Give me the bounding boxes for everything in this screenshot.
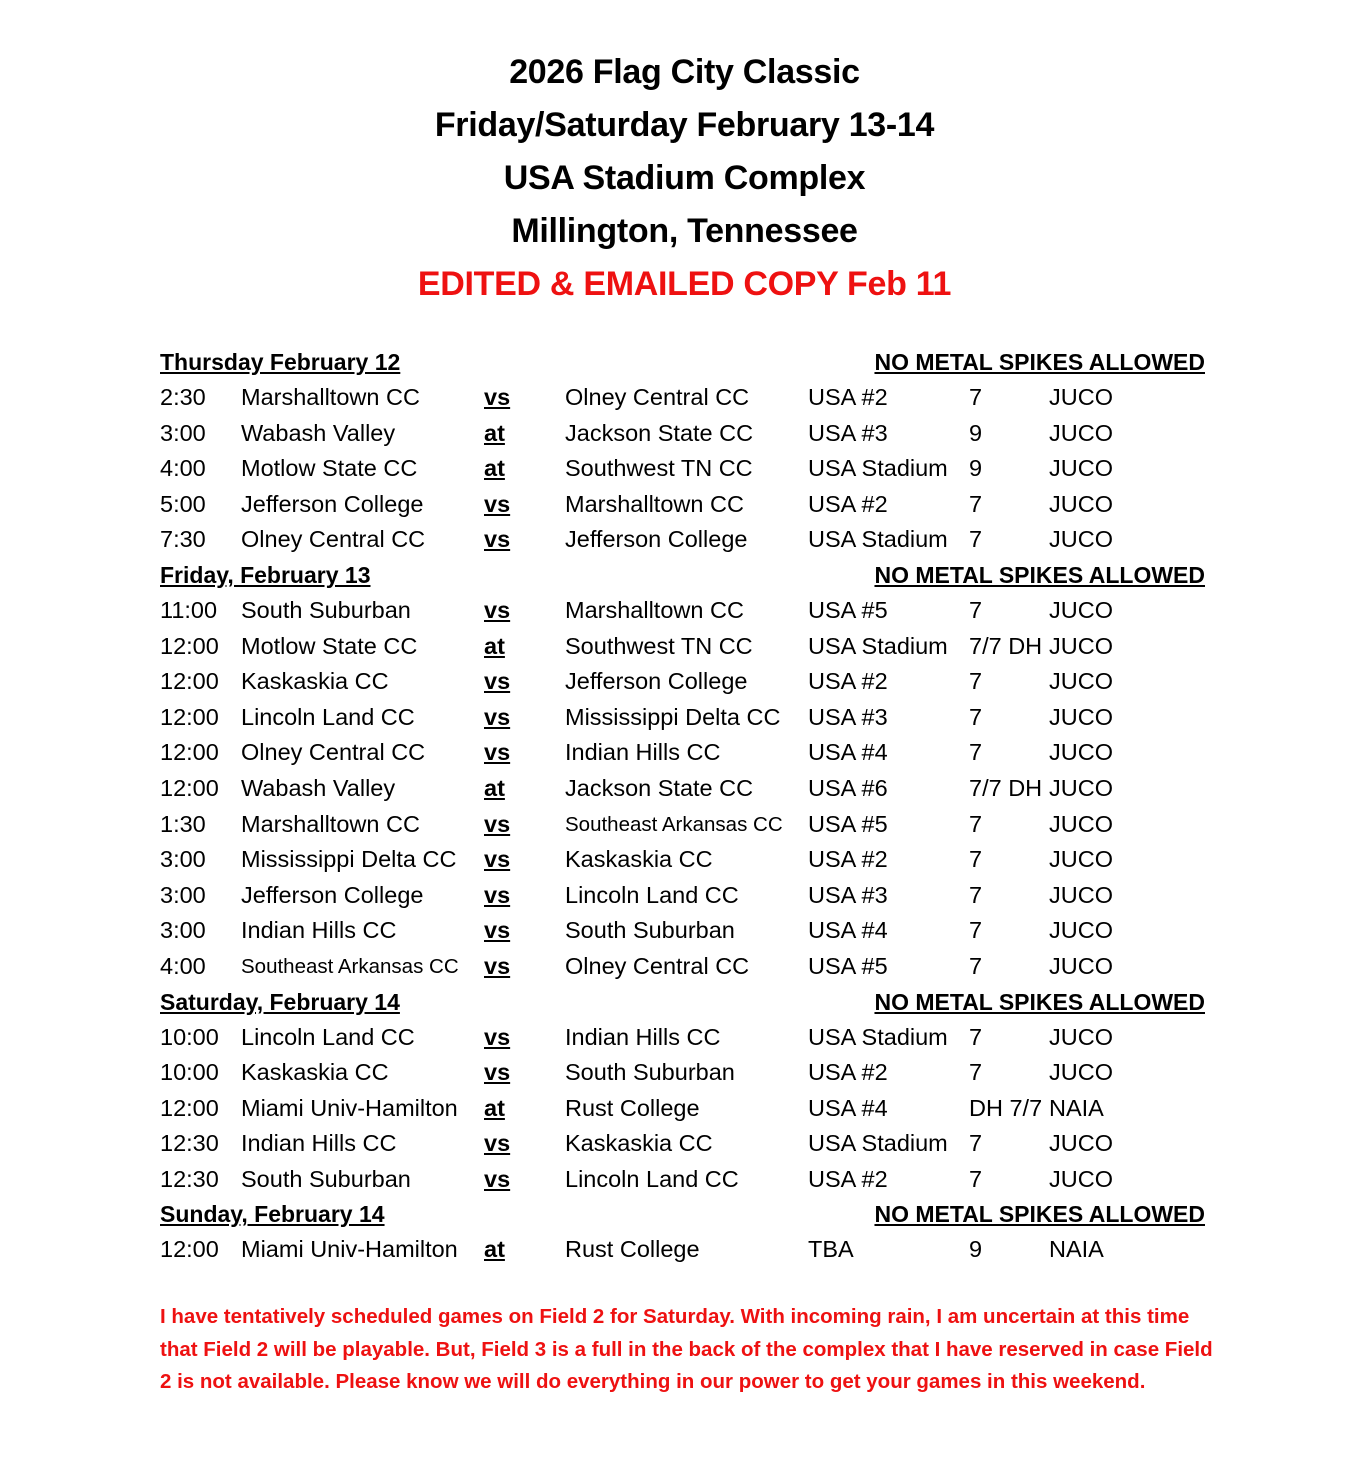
division-level: JUCO (1049, 739, 1113, 766)
team-one: Marshalltown CC (241, 810, 420, 837)
matchup-separator: vs (484, 881, 511, 908)
field-location: USA #2 (808, 668, 888, 695)
matchup-separator: at (484, 419, 505, 446)
game-time: 3:00 (160, 917, 206, 944)
team-one: Mississippi Delta CC (241, 846, 457, 873)
game-time: 12:00 (160, 1236, 219, 1263)
game-time: 3:00 (160, 419, 206, 446)
game-time: 7:30 (160, 526, 206, 553)
field-location: USA #5 (808, 952, 888, 979)
division-level: JUCO (1049, 1130, 1113, 1157)
innings: 7 (969, 490, 983, 517)
field-location: TBA (808, 1236, 854, 1263)
division-level: JUCO (1049, 1023, 1113, 1050)
schedule-table (160, 345, 1205, 1268)
event-venue: USA Stadium Complex (503, 159, 866, 197)
division-level: JUCO (1049, 1165, 1113, 1192)
no-metal-spikes-notice: NO METAL SPIKES ALLOWED (874, 561, 1205, 588)
day-section-header (160, 985, 1205, 1020)
no-metal-spikes-notice: NO METAL SPIKES ALLOWED (874, 1201, 1205, 1228)
no-metal-spikes-notice: NO METAL SPIKES ALLOWED (874, 349, 1205, 375)
matchup-separator: vs (484, 952, 511, 979)
game-row (160, 1055, 1205, 1091)
game-row (160, 593, 1205, 629)
innings: 7 (969, 1023, 983, 1050)
team-one: Lincoln Land CC (241, 1023, 415, 1050)
division-level: JUCO (1049, 952, 1113, 979)
division-level: NAIA (1049, 1236, 1104, 1263)
team-two: Olney Central CC (565, 952, 750, 979)
field-location: USA #2 (808, 1165, 888, 1192)
innings: 7/7 DH (969, 632, 1043, 659)
field-location: USA #3 (808, 703, 888, 730)
matchup-separator: vs (484, 1165, 511, 1192)
division-level: JUCO (1049, 703, 1113, 730)
game-row (160, 913, 1205, 949)
division-level: JUCO (1049, 632, 1113, 659)
division-level: JUCO (1049, 490, 1113, 517)
day-section-header (160, 558, 1205, 593)
team-one: Lincoln Land CC (241, 703, 415, 730)
innings: DH 7/7 (969, 1094, 1043, 1121)
team-one: Olney Central CC (241, 739, 426, 766)
footer-note: I have tentatively scheduled games on Field 2 for Saturday. With incoming rain, I am uncertain at this time that Field 2 will be playable. But, Field 3 is a full in the back of the complex that I have reserved in case Field 2 is not available. Please know we will do everything in our power to get your games in this weekend. (160, 1305, 1213, 1393)
division-level: JUCO (1049, 455, 1113, 482)
game-row (160, 1091, 1205, 1127)
team-two: Marshalltown CC (565, 490, 744, 517)
team-two: Rust College (565, 1236, 700, 1263)
innings: 7 (969, 917, 983, 944)
day-title: Friday, February 13 (160, 561, 371, 588)
matchup-separator: vs (484, 846, 511, 873)
division-level: NAIA (1049, 1094, 1104, 1121)
no-metal-spikes-notice: NO METAL SPIKES ALLOWED (874, 988, 1205, 1015)
game-time: 12:00 (160, 739, 219, 766)
game-time: 3:00 (160, 881, 206, 908)
matchup-separator: at (484, 1094, 505, 1121)
game-row (160, 380, 1205, 416)
field-location: USA #2 (808, 846, 888, 873)
team-two: Jackson State CC (565, 774, 754, 801)
field-location: USA #2 (808, 1059, 888, 1086)
innings: 7 (969, 881, 983, 908)
team-two: Lincoln Land CC (565, 881, 739, 908)
innings: 7 (969, 846, 983, 873)
game-time: 12:00 (160, 632, 219, 659)
game-row (160, 522, 1205, 558)
event-title: 2026 Flag City Classic (509, 53, 860, 91)
innings: 7 (969, 952, 983, 979)
document-header (0, 46, 1369, 311)
field-location: USA Stadium (808, 632, 948, 659)
day-section-header (160, 1197, 1205, 1232)
innings: 7 (969, 668, 983, 695)
game-row (160, 807, 1205, 843)
matchup-separator: vs (484, 1130, 511, 1157)
game-row (160, 878, 1205, 914)
matchup-separator: vs (484, 917, 511, 944)
matchup-separator: vs (484, 596, 511, 623)
field-location: USA #6 (808, 774, 888, 801)
team-two: Kaskaskia CC (565, 846, 713, 873)
field-location: USA Stadium (808, 455, 948, 482)
team-one: Kaskaskia CC (241, 668, 389, 695)
game-row (160, 1020, 1205, 1056)
team-two: Jackson State CC (565, 419, 754, 446)
field-location: USA #4 (808, 1094, 888, 1121)
team-two: Mississippi Delta CC (565, 703, 781, 730)
matchup-separator: vs (484, 703, 511, 730)
team-one: Marshalltown CC (241, 384, 420, 410)
day-title: Thursday February 12 (160, 349, 401, 375)
team-one: Motlow State CC (241, 455, 418, 482)
game-row (160, 664, 1205, 700)
field-location: USA #4 (808, 917, 888, 944)
matchup-separator: vs (484, 384, 511, 410)
division-level: JUCO (1049, 917, 1113, 944)
matchup-separator: vs (484, 526, 511, 553)
team-one: Indian Hills CC (241, 917, 397, 944)
field-location: USA #5 (808, 596, 888, 623)
division-level: JUCO (1049, 526, 1113, 553)
game-row (160, 451, 1205, 487)
game-time: 4:00 (160, 455, 206, 482)
innings: 7 (969, 1130, 983, 1157)
team-one: Miami Univ-Hamilton (241, 1094, 458, 1121)
team-two: Kaskaskia CC (565, 1130, 713, 1157)
team-one: South Suburban (241, 596, 411, 623)
game-time: 12:30 (160, 1130, 219, 1157)
matchup-separator: at (484, 774, 505, 801)
innings: 7/7 DH (969, 774, 1043, 801)
innings: 9 (969, 455, 983, 482)
team-two: Olney Central CC (565, 384, 750, 410)
event-dates: Friday/Saturday February 13-14 (434, 106, 935, 144)
event-location: Millington, Tennessee (511, 212, 858, 250)
innings: 7 (969, 526, 983, 553)
field-location: USA Stadium (808, 1130, 948, 1157)
game-time: 10:00 (160, 1059, 219, 1086)
team-one: Miami Univ-Hamilton (241, 1236, 458, 1263)
team-two: Jefferson College (565, 668, 748, 695)
team-one: South Suburban (241, 1165, 411, 1192)
innings: 7 (969, 384, 983, 410)
field-location: USA #2 (808, 490, 888, 517)
team-two: Southeast Arkansas CC (565, 812, 783, 836)
team-two: Jefferson College (565, 526, 748, 553)
day-title: Saturday, February 14 (160, 988, 400, 1015)
team-two: Lincoln Land CC (565, 1165, 739, 1192)
team-one: Indian Hills CC (241, 1130, 397, 1157)
matchup-separator: vs (484, 490, 511, 517)
innings: 7 (969, 810, 983, 837)
division-level: JUCO (1049, 846, 1113, 873)
division-level: JUCO (1049, 1059, 1113, 1086)
game-row (160, 771, 1205, 807)
game-time: 11:00 (160, 596, 218, 623)
innings: 7 (969, 739, 983, 766)
team-one: Wabash Valley (241, 774, 396, 801)
matchup-separator: at (484, 632, 505, 659)
team-two: Marshalltown CC (565, 596, 744, 623)
innings: 7 (969, 596, 983, 623)
game-time: 2:30 (160, 384, 206, 410)
division-level: JUCO (1049, 596, 1113, 623)
matchup-separator: vs (484, 739, 511, 766)
game-time: 12:30 (160, 1165, 219, 1192)
field-location: USA Stadium (808, 526, 948, 553)
field-location: USA #3 (808, 881, 888, 908)
game-row (160, 1126, 1205, 1162)
game-time: 10:00 (160, 1023, 219, 1050)
innings: 7 (969, 703, 983, 730)
game-row (160, 1232, 1205, 1268)
field-location: USA #5 (808, 810, 888, 837)
game-row (160, 487, 1205, 523)
innings: 9 (969, 419, 983, 446)
game-time: 3:00 (160, 846, 206, 873)
team-one: Wabash Valley (241, 419, 396, 446)
team-one: Kaskaskia CC (241, 1059, 389, 1086)
field-location: USA #4 (808, 739, 888, 766)
matchup-separator: vs (484, 1059, 511, 1086)
game-time: 4:00 (160, 952, 206, 979)
game-time: 12:00 (160, 1094, 219, 1121)
game-time: 1:30 (160, 810, 206, 837)
team-one: Jefferson College (241, 881, 424, 908)
game-row (160, 700, 1205, 736)
team-two: Southwest TN CC (565, 632, 753, 659)
team-two: South Suburban (565, 1059, 735, 1086)
game-row (160, 735, 1205, 771)
division-level: JUCO (1049, 384, 1113, 410)
team-one: Jefferson College (241, 490, 424, 517)
innings: 7 (969, 1165, 983, 1192)
division-level: JUCO (1049, 881, 1113, 908)
team-one: Olney Central CC (241, 526, 426, 553)
field-location: USA Stadium (808, 1023, 948, 1050)
innings: 9 (969, 1236, 983, 1263)
matchup-separator: vs (484, 810, 511, 837)
game-time: 12:00 (160, 774, 219, 801)
field-location: USA #3 (808, 419, 888, 446)
day-title: Sunday, February 14 (160, 1201, 385, 1228)
matchup-separator: vs (484, 668, 511, 695)
matchup-separator: vs (484, 1023, 511, 1050)
game-row (160, 1162, 1205, 1198)
day-section-header (160, 345, 1205, 380)
edit-notice: EDITED & EMAILED COPY Feb 11 (417, 265, 952, 303)
matchup-separator: at (484, 1236, 505, 1263)
division-level: JUCO (1049, 668, 1113, 695)
division-level: JUCO (1049, 419, 1113, 446)
team-two: Indian Hills CC (565, 1023, 721, 1050)
team-two: Southwest TN CC (565, 455, 753, 482)
division-level: JUCO (1049, 810, 1113, 837)
team-one: Motlow State CC (241, 632, 418, 659)
field-location: USA #2 (808, 384, 888, 410)
team-one: Southeast Arkansas CC (241, 954, 459, 978)
team-two: Rust College (565, 1094, 700, 1121)
game-row (160, 842, 1205, 878)
game-time: 5:00 (160, 490, 206, 517)
game-row (160, 949, 1205, 985)
division-level: JUCO (1049, 774, 1113, 801)
game-time: 12:00 (160, 703, 219, 730)
game-row (160, 416, 1205, 452)
matchup-separator: at (484, 455, 505, 482)
game-row (160, 629, 1205, 665)
innings: 7 (969, 1059, 983, 1086)
game-time: 12:00 (160, 668, 219, 695)
team-two: Indian Hills CC (565, 739, 721, 766)
team-two: South Suburban (565, 917, 735, 944)
